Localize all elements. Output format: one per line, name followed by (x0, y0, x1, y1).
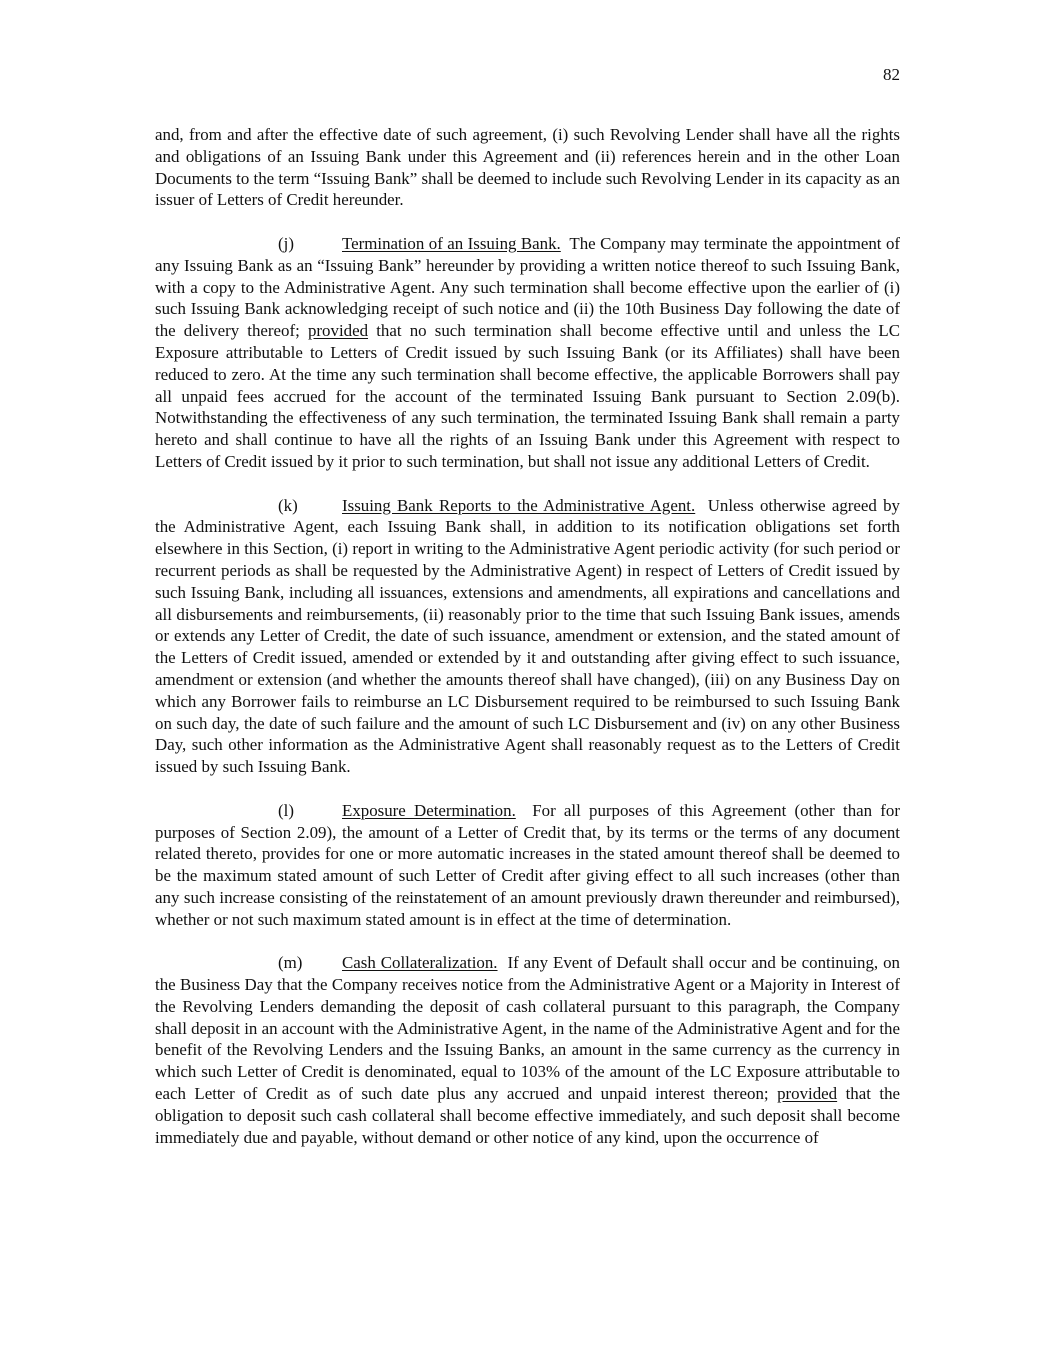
paragraph-m (155, 952, 900, 1148)
section-heading-m: Cash Collateralization. (342, 953, 498, 973)
paragraph-m-text-a: If any Event of Default shall occur and be continuing, on the Business Day that the Company receives notice from the Administrative Agent or a Majority in Interest of the Revolving Lenders demanding the deposit of cash collateral pursuant to this paragraph, the Company shall deposit in an account with the Administrative Agent, in the name of the Administrative Agent and for the benefit of the Revolving Lenders and the Issuing Banks, an amount in the same currency as the currency in which such Letter of Credit is denominated, equal to 103% of the amount of the LC Exposure attributable to each Letter of Credit as of such date plus any accrued and unpaid interest thereon; (155, 953, 900, 1104)
paragraph-m-text-b: that the obligation to deposit such cash collateral shall become effective immediately, and such deposit shall become immediately due and payable, without demand or other notice of any kind, upon the occurrence of (155, 1084, 901, 1147)
proviso-term-m: provided (777, 1084, 838, 1104)
paragraph-j (155, 233, 900, 473)
paragraph-intro-text: and, from and after the effective date of such agreement, (i) such Revolving Lender shall have all the rights and obligations of an Issuing Bank under this Agreement and (ii) references herein and in the other Loan Documents to the term “Issuing Bank” shall be deemed to include such Revolving Lender in its capacity as an issuer of Letters of Credit hereunder. (155, 125, 900, 210)
section-heading-l: Exposure Determination. (342, 800, 516, 820)
paragraph-j-text-b: that no such termination shall become effective until and unless the LC Exposure attributable to Letters of Credit issued by such Issuing Bank (or its Affiliates) shall have been reduced to zero. At the time any such termination shall become effective, the applicable Borrowers shall pay all unpaid fees accrued for the account of the terminated Issuing Bank pursuant to Section 2.09(b). Notwithstanding the effectiveness of any such termination, the terminated Issuing Bank shall remain a party hereto and shall continue to have all the rights of an Issuing Bank under this Agreement with respect to Letters of Credit issued by it prior to such termination, but shall not issue any additional Letters of Credit. (155, 321, 900, 471)
paragraph-l (155, 800, 900, 931)
paragraph-j-text-a: The Company may terminate the appointment of any Issuing Bank as an “Issuing Bank” hereunder by providing a written notice thereof to such Issuing Bank, with a copy to the Administrative Agent. Any such termination shall become effective upon the earlier of (i) such Issuing Bank acknowledging receipt of such notice and (ii) the 10th Business Day following the date of the delivery thereof; (155, 233, 901, 341)
document-body (155, 124, 900, 1148)
section-label-l: (l) (278, 800, 294, 820)
page-number: 82 (883, 65, 900, 84)
proviso-term-j: provided (307, 321, 369, 341)
section-heading-j: Termination of an Issuing Bank. (342, 233, 561, 253)
section-label-m: (m) (278, 953, 303, 973)
paragraph-intro (155, 124, 900, 211)
paragraph-k-text: Unless otherwise agreed by the Administrative Agent, each Issuing Bank shall, in addition to its notification obligations set forth elsewhere in this Section, (i) report in writing to the Administrative Agent periodic activity (for such period or recurrent periods as shall be requested by the Administrative Agent) in respect of Letters of Credit issued by such Issuing Bank, including all issuances, extensions and amendments, all expirations and cancellations and all disbursements and reimbursements, (ii) reasonably prior to the time that such Issuing Bank issues, amends or extends any Letter of Credit, the date of such issuance, amendment or extension, and the stated amount of the Letters of Credit issued, amended or extended by it and outstanding after giving effect to such issuance, amendment or extension (and whether the amounts thereof shall have changed), (iii) on any Business Day on which any Borrower fails to reimburse an LC Disbursement required to be reimbursed to such Issuing Bank on such day, the date of such failure and the amount of such LC Disbursement and (iv) on any other Business Day, such other information as the Administrative Agent shall reasonably request as to the Letters of Credit issued by such Issuing Bank. (155, 495, 900, 777)
paragraph-k (155, 495, 900, 778)
section-label-k: (k) (278, 495, 298, 515)
section-heading-k: Issuing Bank Reports to the Administrative Agent. (342, 495, 696, 515)
section-label-j: (j) (278, 233, 294, 253)
paragraph-l-text: For all purposes of this Agreement (other than for purposes of Section 2.09), the amount of a Letter of Credit that, by its terms or the terms of any document related thereto, provides for one or more automatic increases in the stated amount thereof shall be deemed to be the maximum stated amount of such Letter of Credit after giving effect to all such increases (other than any such increase consisting of the reinstatement of an amount previously drawn thereunder and reimbursed), whether or not such maximum stated amount is in effect at the time of determination. (155, 800, 901, 929)
